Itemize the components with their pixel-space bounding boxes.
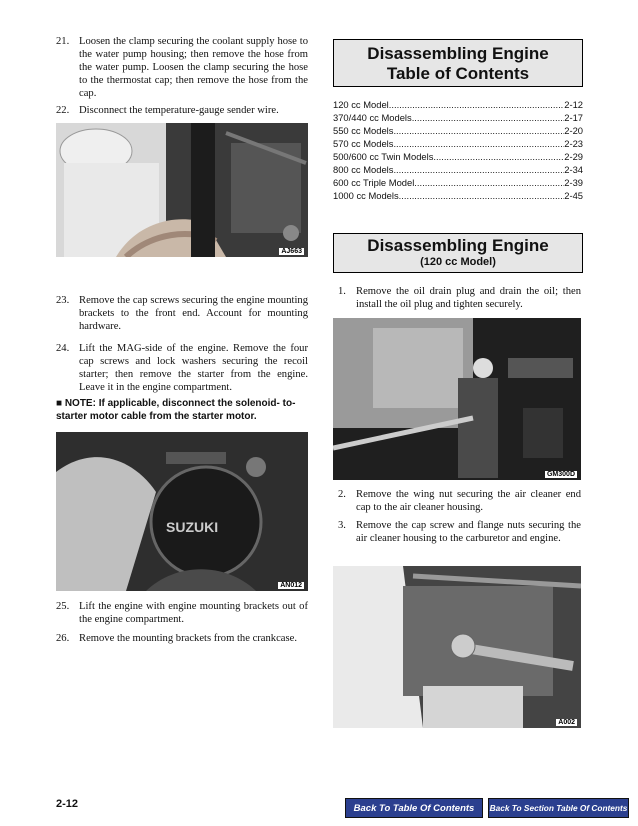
step-number: 22. [56, 105, 70, 116]
step-24 [56, 342, 308, 394]
step-2 [333, 488, 581, 514]
photo-oil-drain [333, 318, 581, 480]
figure-code: GM300D [546, 471, 575, 478]
toc-entry-page[interactable]: 2-17 [564, 112, 583, 123]
toc-entry-page[interactable]: 2-39 [564, 177, 583, 188]
toc-entry-label[interactable]: 120 cc Model [333, 99, 389, 110]
note-text: NOTE: If applicable, disconnect the solenoid- to-starter motor cable from the starter motor. [56, 398, 296, 422]
section-header [333, 233, 583, 273]
toc-entry[interactable] [333, 98, 583, 111]
toc-entry-page[interactable]: 2-34 [564, 164, 583, 175]
figure-code: AJ663 [281, 248, 302, 255]
back-to-section-toc-button[interactable]: Back To Section Table Of Contents [488, 798, 629, 818]
step-number: 26. [56, 633, 70, 644]
step-text: Remove the oil drain plug and drain the oil; then install the oil plug and tighten securely. [356, 286, 581, 310]
figure-code: A002 [558, 719, 575, 726]
step-26 [56, 632, 308, 645]
toc-entry-page[interactable]: 2-12 [564, 99, 583, 110]
note [56, 397, 308, 423]
toc-entry[interactable] [333, 163, 583, 176]
step-23 [56, 294, 308, 333]
photo-recoil-starter [56, 432, 308, 591]
step-text: Remove the mounting brackets from the crankcase. [79, 633, 297, 644]
toc-entry[interactable] [333, 137, 583, 150]
step-3 [333, 519, 581, 545]
page-number: 2-12 [56, 798, 79, 810]
step-text: Lift the MAG-side of the engine. Remove the four cap screws and lock washers securing the recoil starter; then remove the starter from the engine. Leave it in the engine compartment. [79, 343, 308, 393]
step-number: 25. [56, 601, 70, 612]
toc-entry-page[interactable]: 2-20 [564, 125, 583, 136]
step-number: 24. [56, 343, 70, 354]
section-header-subtitle: (120 cc Model) [420, 256, 496, 268]
step-text: Disconnect the temperature-gauge sender wire. [79, 105, 279, 116]
toc-entry-label[interactable]: 570 cc Models [333, 138, 394, 149]
note-bullet: ■ [56, 398, 63, 409]
toc-entry-page[interactable]: 2-29 [564, 151, 583, 162]
toc-header-title: Disassembling Engine [367, 44, 549, 63]
step-1 [333, 285, 581, 311]
figure-code: AN012 [280, 582, 302, 589]
toc-entry-label[interactable]: 500/600 cc Twin Models [333, 151, 434, 162]
toc-entry[interactable] [333, 124, 583, 137]
photo-air-cleaner [333, 566, 581, 728]
toc-header-subtitle: Table of Contents [386, 64, 530, 83]
back-to-toc-button[interactable]: Back To Table Of Contents [345, 798, 483, 818]
step-25 [56, 600, 308, 626]
svg-text:SUZUKI: SUZUKI [166, 519, 219, 535]
toc-entry[interactable] [333, 189, 583, 202]
step-21 [56, 35, 308, 100]
toc-entry[interactable] [333, 150, 583, 163]
toc-header [333, 39, 583, 87]
step-text: Loosen the clamp securing the coolant supply hose to the water pump housing; then remove the hose from the water pump. Loosen the clamp securing the hose to the thermostat cap; then remove the hose from the cap. [79, 36, 308, 99]
step-number: 21. [56, 36, 70, 47]
step-text: Lift the engine with engine mounting brackets out of the engine compartment. [79, 601, 308, 625]
step-text: Remove the cap screw and flange nuts securing the air cleaner housing to the carburetor and engine. [356, 520, 581, 544]
toc-entry-label[interactable]: 800 cc Models [333, 164, 394, 175]
toc-entry-label[interactable]: 550 cc Models [333, 125, 394, 136]
step-22 [56, 104, 308, 117]
section-header-title: Disassembling Engine [367, 236, 549, 255]
toc-entry-label[interactable]: 1000 cc Models [333, 190, 399, 201]
toc-entry[interactable] [333, 111, 583, 124]
step-number: 2. [338, 489, 346, 500]
step-text: Remove the wing nut securing the air cleaner end cap to the air cleaner housing. [356, 489, 581, 513]
toc-entry[interactable] [333, 176, 583, 189]
toc-entry-label[interactable]: 370/440 cc Models [333, 112, 412, 123]
step-text: Remove the cap screws securing the engine mounting brackets to the front end. Account for mounting hardware. [79, 295, 308, 332]
step-number: 23. [56, 295, 70, 306]
toc-entry-label[interactable]: 600 cc Triple Model [333, 177, 415, 188]
step-number: 3. [338, 520, 346, 531]
toc-entry-page[interactable]: 2-23 [564, 138, 583, 149]
toc-entry-page[interactable]: 2-45 [564, 190, 583, 201]
step-number: 1. [338, 286, 346, 297]
photo-coolant-hose [56, 123, 308, 257]
